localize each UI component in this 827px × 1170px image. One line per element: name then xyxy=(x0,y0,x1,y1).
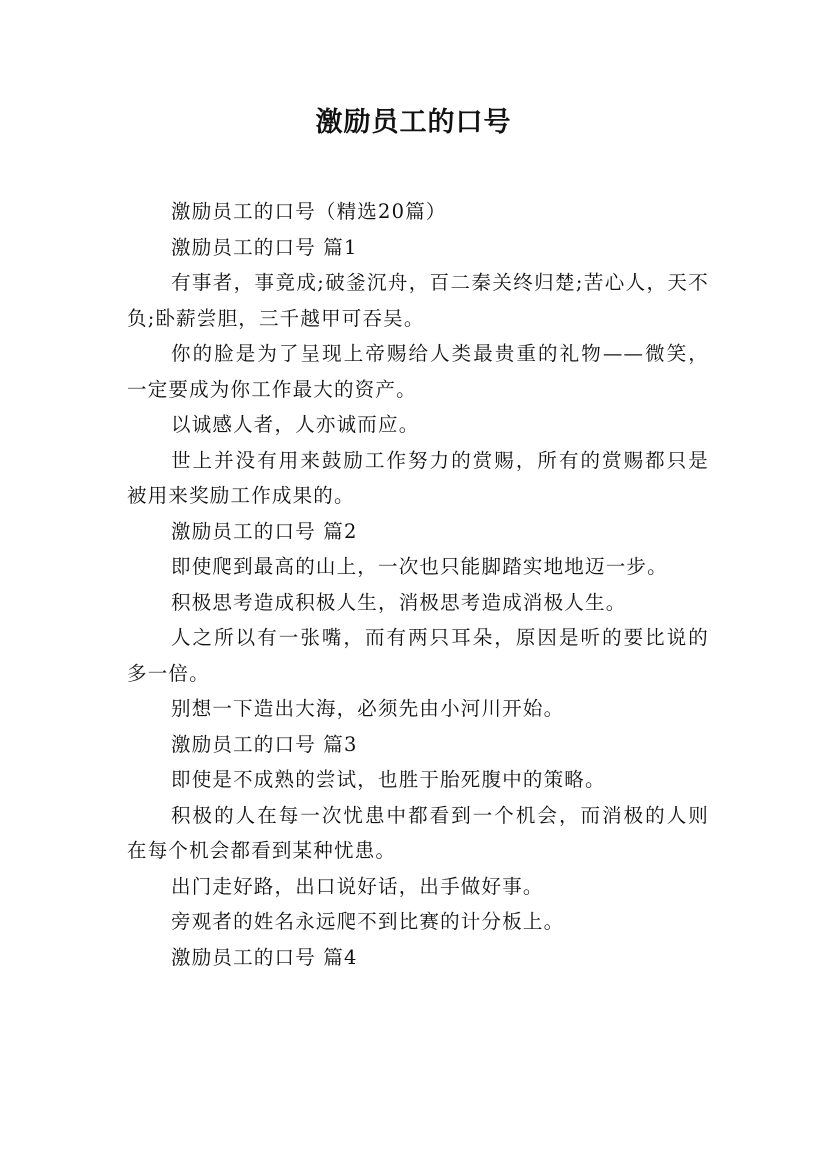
paragraph: 即使是不成熟的尝试，也胜于胎死腹中的策略。 xyxy=(171,768,606,791)
paragraph: 别想一下造出大海，必须先由小河川开始。 xyxy=(171,697,565,720)
document-subtitle: 激励员工的口号（精选20篇） xyxy=(171,200,447,223)
document-body xyxy=(127,194,709,975)
paragraph: 有事者，事竟成;破釜沉舟，百二秦关终归楚;苦心人，天不负;卧薪尝胆，三千越甲可吞吴。 xyxy=(127,271,709,330)
paragraph: 世上并没有用来鼓励工作努力的赏赐，所有的赏赐都只是被用来奖励工作成果的。 xyxy=(127,448,709,507)
paragraph: 积极思考造成积极人生，消极思考造成消极人生。 xyxy=(171,590,627,614)
section-heading-2: 激励员工的口号 篇2 xyxy=(171,519,358,543)
section-heading-4: 激励员工的口号 篇4 xyxy=(171,945,358,969)
paragraph: 人之所以有一张嘴，而有两只耳朵，原因是听的要比说的多一倍。 xyxy=(127,626,709,685)
section-heading-1: 激励员工的口号 篇1 xyxy=(171,235,358,259)
paragraph: 出门走好路，出口说好话，出手做好事。 xyxy=(171,874,544,898)
paragraph: 即使爬到最高的山上，一次也只能脚踏实地地迈一步。 xyxy=(171,555,668,578)
document-title: 激励员工的口号 xyxy=(315,107,512,138)
section-heading-3: 激励员工的口号 篇3 xyxy=(171,732,358,756)
paragraph: 积极的人在每一次忧患中都看到一个机会，而消极的人则在每个机会都看到某种忧患。 xyxy=(127,803,709,862)
paragraph: 旁观者的姓名永远爬不到比赛的计分板上。 xyxy=(171,910,565,933)
paragraph: 以诚感人者，人亦诚而应。 xyxy=(171,413,420,436)
paragraph: 你的脸是为了呈现上帝赐给人类最贵重的礼物——微笑，一定要成为你工作最大的资产。 xyxy=(127,342,709,401)
